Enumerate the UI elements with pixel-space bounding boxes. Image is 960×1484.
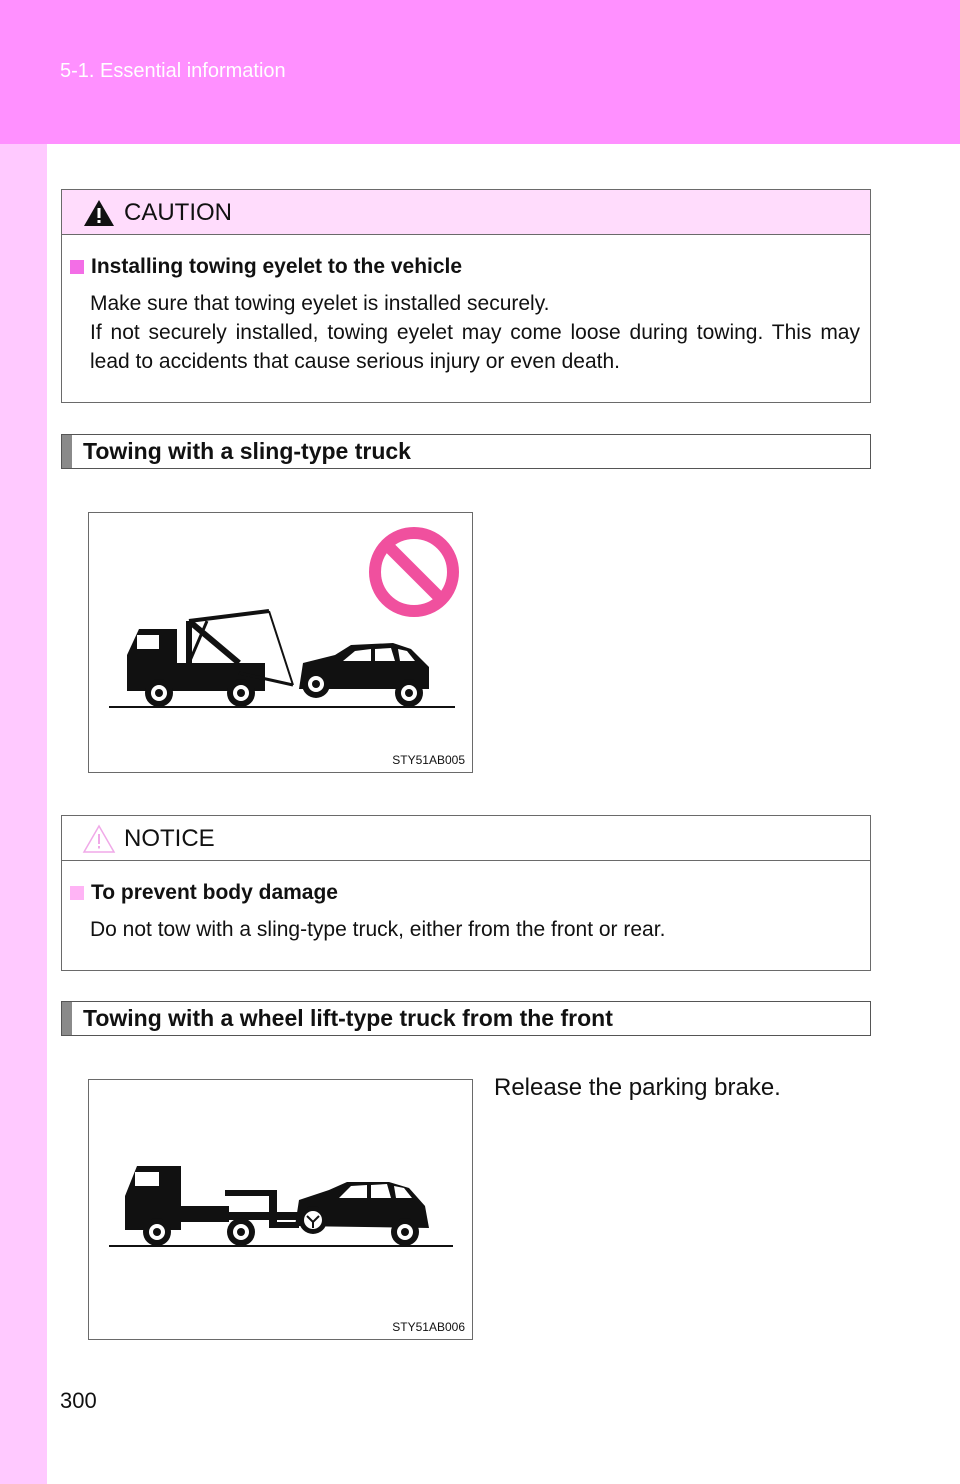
section-title: Towing with a sling-type truck [83, 438, 411, 464]
notice-item-title [70, 881, 860, 905]
notice-header [62, 816, 870, 861]
caution-header [62, 190, 870, 235]
caution-item-title [70, 255, 860, 279]
section-heading-wheel-lift [61, 1001, 871, 1036]
caution-text [90, 289, 860, 376]
prohibited-icon [375, 533, 453, 611]
section-breadcrumb: 5-1. Essential information [60, 60, 286, 82]
page-header [0, 0, 960, 144]
caution-box [61, 189, 871, 403]
side-strip [0, 144, 47, 1484]
figure-code: STY51AB005 [392, 753, 465, 767]
notice-label: NOTICE [124, 825, 215, 852]
caution-label: CAUTION [124, 199, 232, 226]
section-bar [62, 1002, 72, 1035]
section-title: Towing with a wheel lift-type truck from the front [83, 1005, 613, 1031]
notice-item-title-text: To prevent body damage [91, 881, 338, 904]
section-heading-sling [61, 434, 871, 469]
bullet-square-icon [70, 260, 84, 274]
figure-sling-truck [88, 512, 473, 773]
instruction-text: Release the parking brake. [494, 1074, 781, 1101]
page-number: 300 [60, 1388, 97, 1413]
wheel-lift-truck-illustration [89, 1080, 474, 1341]
figure-code: STY51AB006 [392, 1320, 465, 1334]
warning-icon [82, 198, 116, 228]
caution-text-line2: If not securely installed, towing eyelet may come loose during towing. This may lead to accidents that cause serious injury or even death. [90, 321, 860, 373]
figure-wheel-lift-truck [88, 1079, 473, 1340]
notice-box [61, 815, 871, 971]
bullet-square-icon [70, 886, 84, 900]
caution-text-line1: Make sure that towing eyelet is installed securely. [90, 292, 550, 315]
notice-warning-icon [82, 824, 116, 854]
sling-truck-illustration [89, 513, 474, 774]
notice-text: Do not tow with a sling-type truck, either from the front or rear. [90, 918, 666, 941]
section-bar [62, 435, 72, 468]
caution-item-title-text: Installing towing eyelet to the vehicle [91, 255, 463, 278]
